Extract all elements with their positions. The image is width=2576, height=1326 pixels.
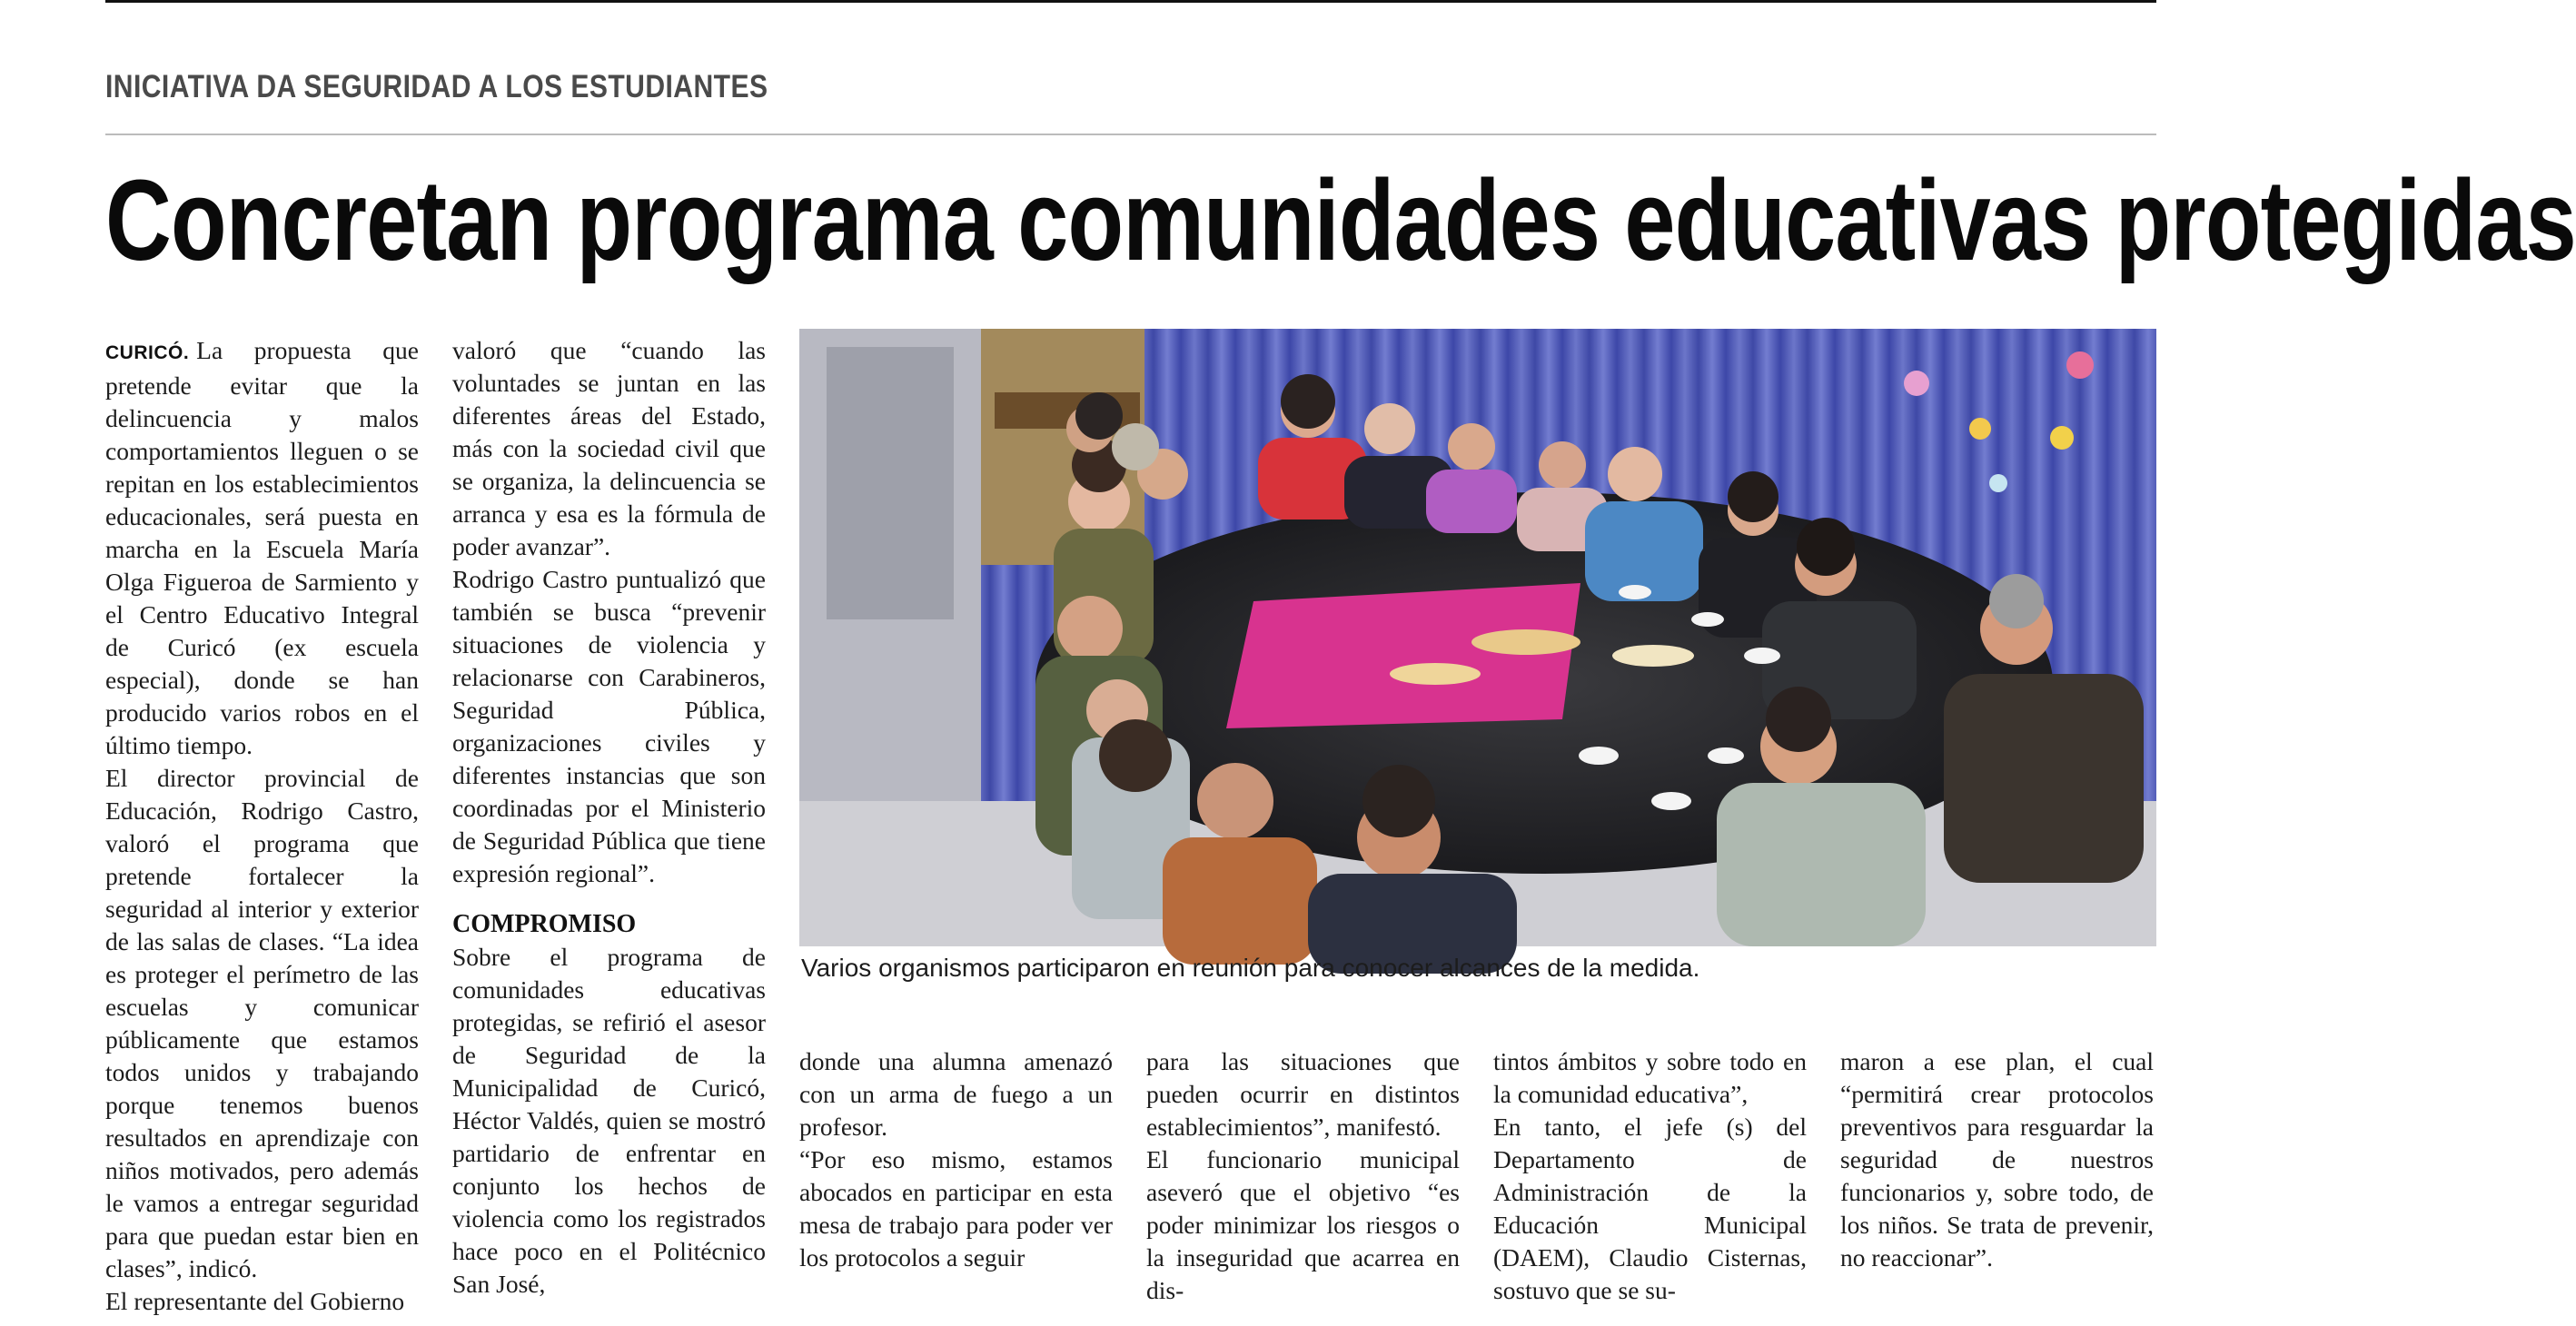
article-headline: Concretan programa comunidades educativas protegidas <box>105 156 2576 284</box>
paragraph: El funcionario municipal aseveró que el objetivo “es poder minimizar los riesgos o la inseguridad que acarrea en dis- <box>1146 1145 1460 1304</box>
meeting-photo-illustration <box>799 329 2156 946</box>
dateline: CURICÓ. <box>105 342 190 363</box>
section-subhead: COMPROMISO <box>452 910 637 938</box>
paragraph: valoró que “cuando las voluntades se juntan en las diferentes áreas del Estado, más con la sociedad civil que se organiza, la delincuencia se arranca y esa es la fórmula de poder avanzar”. <box>452 336 766 560</box>
paragraph: para las situaciones que pueden ocurrir en distintos establecimientos”, manifestó. <box>1146 1047 1460 1141</box>
paragraph-text: La propuesta que pretende evitar que la delincuencia y malos comportamientos lleguen o se repitan en los establecimientos educacionales, será puesta en marcha en la Escuela María Olga Figueroa de Sarmiento y el Centro Educativo Integral de Curicó (ex escuela especial), donde se han producido varios robos en el último tiempo. <box>105 336 419 759</box>
article-column-1 <box>105 334 419 1318</box>
paragraph: maron a ese plan, el cual “permitirá crear protocolos preventivos para resguardar la seguridad de nuestros funcionarios y, sobre todo, de los niños. Se trata de prevenir, no reaccionar”. <box>1840 1047 2154 1272</box>
paragraph <box>105 334 419 762</box>
paragraph: Sobre el programa de comunidades educativas protegidas, se refirió el asesor de Seguridad de la Municipalidad de Curicó, Héctor Valdés, quien se mostró partidario de enfrentar en conjunto los hechos de violencia como los registrados hace poco en el Politécnico San José, <box>452 943 766 1298</box>
paragraph: tintos ámbitos y sobre todo en la comunidad educativa”, <box>1493 1047 1807 1108</box>
article-kicker: INICIATIVA DA SEGURIDAD A LOS ESTUDIANTES <box>105 69 768 104</box>
paragraph: Rodrigo Castro puntualizó que también se busca “prevenir situaciones de violencia y relacionarse con Carabineros, Seguridad Pública, organizaciones civiles y diferentes instancias que son coordinadas por el Ministerio de Seguridad Pública que tiene expresión regional”. <box>452 565 766 887</box>
top-rule <box>105 0 2156 3</box>
kicker-divider <box>105 134 2156 135</box>
article-column-4 <box>1146 1045 1460 1307</box>
article-column-5 <box>1493 1045 1807 1307</box>
article-column-2 <box>452 334 766 1301</box>
paragraph: El representante del Gobierno <box>105 1287 405 1315</box>
article-column-6 <box>1840 1045 2154 1274</box>
paragraph: El director provincial de Educación, Rodrigo Castro, valoró el programa que pretende fortalecer la seguridad al interior y exterior de las salas de clases. “La idea es proteger el perímetro de las escuelas y comunicar públicamente que estamos todos unidos y trabajando porque tenemos buenos resultados en aprendizaje con niños motivados, pero además le vamos a entregar seguridad para que puedan estar bien en clases”, indicó. <box>105 764 419 1282</box>
article-column-3 <box>799 1045 1113 1274</box>
paragraph: “Por eso mismo, estamos abocados en participar en esta mesa de trabajo para poder ver los protocolos a seguir <box>799 1145 1113 1272</box>
meeting-photo <box>799 329 2156 946</box>
paragraph: En tanto, el jefe (s) del Departamento de Administración de la Educación Municipal (DAEM), Claudio Cisternas, sostuvo que se su- <box>1493 1113 1807 1304</box>
photo-caption: Varios organismos participaron en reunión para conocer alcances de la medida. <box>801 954 1700 982</box>
paragraph: donde una alumna amenazó con un arma de fuego a un profesor. <box>799 1047 1113 1141</box>
